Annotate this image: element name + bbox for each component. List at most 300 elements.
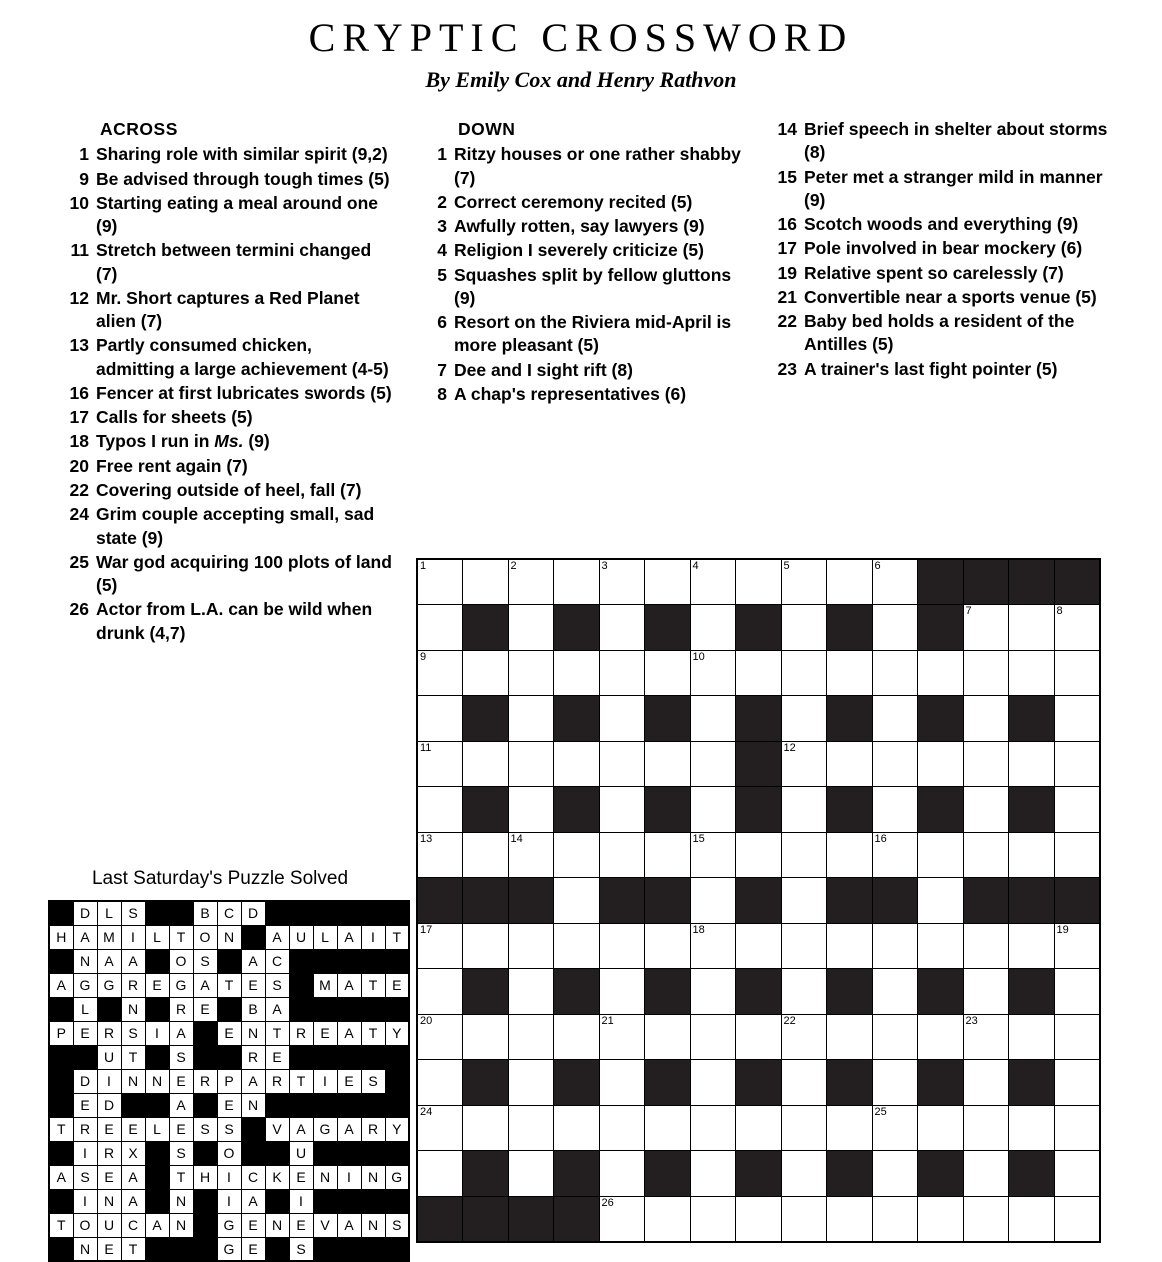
grid-cell[interactable] xyxy=(645,923,691,969)
grid-cell[interactable] xyxy=(599,1060,645,1106)
grid-cell-number: 14 xyxy=(510,832,523,845)
grid-cell-number: 6 xyxy=(874,560,881,572)
clue-number: 19 xyxy=(777,262,797,283)
solved-grid-letter: N xyxy=(313,1165,337,1189)
solved-grid-block xyxy=(289,1093,313,1117)
grid-cell[interactable] xyxy=(963,741,1009,787)
grid-cell[interactable] xyxy=(1009,1105,1055,1151)
grid-cell[interactable] xyxy=(918,923,964,969)
clue-item xyxy=(62,455,392,478)
clue-item xyxy=(62,239,392,286)
clue-item xyxy=(420,191,750,214)
solved-grid-block xyxy=(337,1237,361,1261)
clue-text: Be advised through tough times (5) xyxy=(96,168,390,189)
grid-cell[interactable] xyxy=(918,878,964,924)
solved-grid-block xyxy=(313,1045,337,1069)
grid-cell[interactable] xyxy=(1054,969,1100,1015)
grid-block xyxy=(1009,878,1055,924)
solved-grid-letter: U xyxy=(97,1045,121,1069)
grid-cell[interactable] xyxy=(554,923,600,969)
solved-grid-letter: S xyxy=(193,1117,217,1141)
grid-cell[interactable] xyxy=(417,1060,463,1106)
grid-cell[interactable] xyxy=(645,1014,691,1060)
grid-cell[interactable] xyxy=(1054,1105,1100,1151)
grid-cell[interactable] xyxy=(554,559,600,605)
clue-text: Typos I run in Ms. (9) xyxy=(96,431,270,452)
grid-cell[interactable] xyxy=(872,969,918,1015)
grid-block xyxy=(554,696,600,742)
grid-block xyxy=(463,605,509,651)
grid-cell[interactable] xyxy=(463,923,509,969)
grid-cell[interactable] xyxy=(599,1151,645,1197)
grid-cell[interactable] xyxy=(508,1151,554,1197)
grid-cell[interactable] xyxy=(690,832,736,878)
grid-cell[interactable] xyxy=(508,787,554,833)
solved-grid-letter: E xyxy=(385,973,409,997)
grid-cell[interactable] xyxy=(872,741,918,787)
clue-text: Scotch woods and everything (9) xyxy=(804,214,1079,235)
solved-grid-letter: E xyxy=(97,1117,121,1141)
grid-block xyxy=(1009,1060,1055,1106)
grid-cell[interactable] xyxy=(599,741,645,787)
solved-grid-letter: S xyxy=(193,949,217,973)
grid-block xyxy=(918,969,964,1015)
solved-grid-block xyxy=(265,1237,289,1261)
grid-block xyxy=(1009,1151,1055,1197)
grid-cell[interactable] xyxy=(508,650,554,696)
grid-cell[interactable] xyxy=(690,787,736,833)
solved-grid-row xyxy=(49,1141,409,1165)
grid-cell[interactable] xyxy=(781,832,827,878)
clue-text: Awfully rotten, say lawyers (9) xyxy=(454,216,705,237)
solved-grid-letter: T xyxy=(289,1069,313,1093)
solved-grid-letter: L xyxy=(145,925,169,949)
grid-cell[interactable] xyxy=(508,832,554,878)
grid-cell[interactable] xyxy=(690,696,736,742)
solved-grid-block xyxy=(97,997,121,1021)
down-heading: DOWN xyxy=(458,119,516,139)
grid-block xyxy=(736,605,782,651)
grid-cell[interactable] xyxy=(918,741,964,787)
grid-cell[interactable] xyxy=(827,1105,873,1151)
grid-cell[interactable] xyxy=(554,1014,600,1060)
grid-cell-number: 1 xyxy=(420,560,427,572)
clue-number: 17 xyxy=(777,238,797,259)
solved-grid-letter: N xyxy=(361,1165,385,1189)
solved-grid-block xyxy=(361,949,385,973)
grid-cell[interactable] xyxy=(781,741,827,787)
grid-block xyxy=(872,878,918,924)
grid-cell[interactable] xyxy=(872,923,918,969)
grid-cell[interactable] xyxy=(599,605,645,651)
solved-grid-block xyxy=(385,997,409,1021)
solved-grid-letter: T xyxy=(121,1237,145,1261)
solved-grid-letter: A xyxy=(97,949,121,973)
grid-cell[interactable] xyxy=(417,741,463,787)
grid-cell[interactable] xyxy=(417,1014,463,1060)
grid-cell[interactable] xyxy=(781,1105,827,1151)
solved-grid-block xyxy=(289,1045,313,1069)
grid-cell[interactable] xyxy=(1054,1014,1100,1060)
grid-cell[interactable] xyxy=(645,741,691,787)
grid-cell[interactable] xyxy=(781,696,827,742)
clue-number: 20 xyxy=(69,455,89,476)
solved-grid-block xyxy=(313,1237,337,1261)
grid-cell[interactable] xyxy=(417,559,463,605)
grid-cell[interactable] xyxy=(1009,1196,1055,1242)
clue-item xyxy=(62,192,392,239)
clue-number: 7 xyxy=(437,359,447,380)
grid-cell[interactable] xyxy=(781,923,827,969)
grid-cell[interactable] xyxy=(872,832,918,878)
grid-cell[interactable] xyxy=(599,832,645,878)
solved-grid-letter: I xyxy=(289,1189,313,1213)
grid-cell[interactable] xyxy=(872,1196,918,1242)
solved-grid-letter: R xyxy=(289,1021,313,1045)
solved-grid-block xyxy=(49,949,73,973)
grid-cell[interactable] xyxy=(690,650,736,696)
solved-grid-block xyxy=(385,949,409,973)
grid-cell[interactable] xyxy=(872,787,918,833)
grid-cell[interactable] xyxy=(554,650,600,696)
grid-block xyxy=(736,1060,782,1106)
grid-cell[interactable] xyxy=(963,1105,1009,1151)
solved-grid-letter: I xyxy=(145,1021,169,1045)
grid-cell[interactable] xyxy=(690,1151,736,1197)
solved-grid-row xyxy=(49,997,409,1021)
grid-cell[interactable] xyxy=(918,1014,964,1060)
grid-cell[interactable] xyxy=(599,787,645,833)
solved-grid-letter: C xyxy=(121,1213,145,1237)
grid-cell[interactable] xyxy=(599,559,645,605)
grid-cell[interactable] xyxy=(963,1060,1009,1106)
down-clue-list-1 xyxy=(420,143,750,406)
grid-cell[interactable] xyxy=(690,1060,736,1106)
clue-number: 1 xyxy=(437,144,447,165)
solved-grid-letter: E xyxy=(73,1021,97,1045)
solved-grid-letter: R xyxy=(121,973,145,997)
grid-cell[interactable] xyxy=(827,1196,873,1242)
grid-cell[interactable] xyxy=(645,1196,691,1242)
solved-grid-letter: R xyxy=(361,1117,385,1141)
grid-row xyxy=(417,696,1100,742)
solved-grid-letter: A xyxy=(73,925,97,949)
grid-cell[interactable] xyxy=(1054,650,1100,696)
grid-cell[interactable] xyxy=(417,1105,463,1151)
grid-cell[interactable] xyxy=(508,1060,554,1106)
solved-grid-letter: E xyxy=(337,1069,361,1093)
grid-cell[interactable] xyxy=(781,1151,827,1197)
solved-grid-letter: B xyxy=(241,997,265,1021)
grid-cell[interactable] xyxy=(781,1014,827,1060)
grid-cell[interactable] xyxy=(690,1105,736,1151)
solved-grid-block xyxy=(337,997,361,1021)
grid-cell[interactable] xyxy=(508,923,554,969)
grid-cell[interactable] xyxy=(1054,832,1100,878)
solved-grid-block xyxy=(217,949,241,973)
grid-cell[interactable] xyxy=(690,559,736,605)
grid-cell[interactable] xyxy=(463,650,509,696)
grid-cell[interactable] xyxy=(781,559,827,605)
grid-cell[interactable] xyxy=(645,559,691,605)
grid-cell-number: 22 xyxy=(783,1014,796,1027)
solved-puzzle-grid xyxy=(48,900,410,1262)
solved-grid-letter: E xyxy=(313,1021,337,1045)
grid-cell[interactable] xyxy=(781,1060,827,1106)
grid-cell[interactable] xyxy=(963,696,1009,742)
grid-cell[interactable] xyxy=(463,1105,509,1151)
solved-grid-block xyxy=(313,1093,337,1117)
grid-cell[interactable] xyxy=(781,969,827,1015)
grid-block xyxy=(1009,787,1055,833)
main-crossword-grid[interactable] xyxy=(416,558,1101,1243)
grid-cell[interactable] xyxy=(554,878,600,924)
solved-grid-letter: A xyxy=(265,997,289,1021)
grid-cell[interactable] xyxy=(690,1014,736,1060)
clue-number: 14 xyxy=(777,119,797,139)
grid-cell[interactable] xyxy=(508,1014,554,1060)
grid-cell[interactable] xyxy=(690,605,736,651)
grid-cell[interactable] xyxy=(645,832,691,878)
grid-cell[interactable] xyxy=(736,650,782,696)
grid-row xyxy=(417,832,1100,878)
grid-cell[interactable] xyxy=(1054,1196,1100,1242)
solved-grid-letter: K xyxy=(265,1165,289,1189)
solved-grid-block xyxy=(145,1045,169,1069)
solved-grid-letter: E xyxy=(241,1237,265,1261)
grid-cell[interactable] xyxy=(1054,787,1100,833)
grid-block xyxy=(508,1196,554,1242)
clue-number: 6 xyxy=(437,312,447,333)
grid-cell-number: 17 xyxy=(420,923,433,936)
grid-cell[interactable] xyxy=(1054,923,1100,969)
solved-grid-block xyxy=(193,1189,217,1213)
grid-cell[interactable] xyxy=(827,741,873,787)
solved-grid-block xyxy=(241,1141,265,1165)
grid-block xyxy=(554,969,600,1015)
grid-cell[interactable] xyxy=(417,787,463,833)
grid-cell[interactable] xyxy=(736,1196,782,1242)
solved-grid-row xyxy=(49,1045,409,1069)
grid-cell[interactable] xyxy=(508,559,554,605)
grid-cell[interactable] xyxy=(781,1196,827,1242)
solved-grid-letter: T xyxy=(169,925,193,949)
grid-cell[interactable] xyxy=(508,969,554,1015)
grid-cell[interactable] xyxy=(963,1014,1009,1060)
grid-cell[interactable] xyxy=(963,650,1009,696)
grid-cell[interactable] xyxy=(463,1014,509,1060)
solved-grid-block xyxy=(145,949,169,973)
grid-row xyxy=(417,741,1100,787)
grid-cell[interactable] xyxy=(963,923,1009,969)
grid-cell[interactable] xyxy=(736,832,782,878)
grid-cell[interactable] xyxy=(599,650,645,696)
grid-row xyxy=(417,923,1100,969)
grid-cell[interactable] xyxy=(554,741,600,787)
grid-cell[interactable] xyxy=(963,832,1009,878)
grid-cell[interactable] xyxy=(781,605,827,651)
grid-cell[interactable] xyxy=(918,1105,964,1151)
grid-cell[interactable] xyxy=(872,696,918,742)
grid-cell[interactable] xyxy=(963,605,1009,651)
clue-item xyxy=(770,310,1110,357)
grid-cell[interactable] xyxy=(645,1105,691,1151)
solved-grid-letter: E xyxy=(121,1117,145,1141)
solved-grid-letter: G xyxy=(73,973,97,997)
solved-grid-block xyxy=(73,1045,97,1069)
solved-grid-block xyxy=(145,997,169,1021)
grid-block xyxy=(645,696,691,742)
grid-cell[interactable] xyxy=(963,1196,1009,1242)
grid-block xyxy=(918,559,964,605)
grid-cell[interactable] xyxy=(554,832,600,878)
grid-row xyxy=(417,787,1100,833)
grid-cell[interactable] xyxy=(1009,1014,1055,1060)
grid-cell[interactable] xyxy=(1009,832,1055,878)
grid-cell[interactable] xyxy=(918,1196,964,1242)
solved-grid-letter: S xyxy=(169,1045,193,1069)
grid-block xyxy=(827,1060,873,1106)
solved-grid-letter: N xyxy=(97,1189,121,1213)
grid-block xyxy=(645,878,691,924)
grid-cell[interactable] xyxy=(417,832,463,878)
grid-cell[interactable] xyxy=(599,1105,645,1151)
solved-grid-letter: A xyxy=(241,1069,265,1093)
grid-cell[interactable] xyxy=(508,605,554,651)
grid-cell[interactable] xyxy=(1009,741,1055,787)
solved-grid-letter: I xyxy=(337,1165,361,1189)
grid-cell[interactable] xyxy=(417,696,463,742)
clue-number: 2 xyxy=(437,191,447,212)
grid-cell[interactable] xyxy=(599,1014,645,1060)
grid-cell[interactable] xyxy=(417,923,463,969)
grid-cell-number: 3 xyxy=(601,560,608,572)
grid-cell[interactable] xyxy=(827,832,873,878)
grid-cell[interactable] xyxy=(599,923,645,969)
grid-cell[interactable] xyxy=(417,969,463,1015)
solved-grid-letter: R xyxy=(169,997,193,1021)
grid-cell[interactable] xyxy=(872,1014,918,1060)
grid-cell[interactable] xyxy=(599,969,645,1015)
grid-cell[interactable] xyxy=(872,559,918,605)
grid-cell[interactable] xyxy=(690,1196,736,1242)
grid-cell[interactable] xyxy=(417,1151,463,1197)
solved-grid-letter: T xyxy=(49,1117,73,1141)
grid-block xyxy=(1054,559,1100,605)
solved-grid-block xyxy=(145,1093,169,1117)
grid-cell[interactable] xyxy=(599,1196,645,1242)
grid-cell[interactable] xyxy=(1054,1151,1100,1197)
solved-grid-letter: T xyxy=(265,1021,289,1045)
grid-cell[interactable] xyxy=(918,650,964,696)
solved-grid-letter: G xyxy=(217,1237,241,1261)
grid-cell[interactable] xyxy=(599,696,645,742)
solved-grid-letter: X xyxy=(121,1141,145,1165)
grid-cell[interactable] xyxy=(963,787,1009,833)
clue-text: A trainer's last fight pointer (5) xyxy=(804,358,1058,379)
clue-item xyxy=(62,598,392,645)
grid-cell[interactable] xyxy=(736,1014,782,1060)
grid-cell[interactable] xyxy=(872,605,918,651)
grid-cell[interactable] xyxy=(463,741,509,787)
grid-cell[interactable] xyxy=(781,650,827,696)
grid-cell[interactable] xyxy=(463,832,509,878)
grid-cell[interactable] xyxy=(508,1105,554,1151)
grid-cell[interactable] xyxy=(1009,605,1055,651)
clue-number: 15 xyxy=(777,166,797,187)
clue-item xyxy=(770,166,1110,213)
grid-cell[interactable] xyxy=(690,878,736,924)
clue-number: 17 xyxy=(69,407,89,428)
grid-cell[interactable] xyxy=(872,1060,918,1106)
grid-cell[interactable] xyxy=(872,1105,918,1151)
solved-grid-letter: E xyxy=(97,1237,121,1261)
solved-grid-letter: P xyxy=(217,1069,241,1093)
grid-cell[interactable] xyxy=(417,650,463,696)
grid-cell[interactable] xyxy=(1054,741,1100,787)
grid-cell[interactable] xyxy=(872,1151,918,1197)
grid-cell[interactable] xyxy=(1009,923,1055,969)
solved-grid-letter: M xyxy=(97,925,121,949)
grid-cell[interactable] xyxy=(918,832,964,878)
grid-cell[interactable] xyxy=(417,605,463,651)
clue-item xyxy=(62,168,392,191)
grid-cell[interactable] xyxy=(690,923,736,969)
solved-grid-letter: D xyxy=(73,901,97,925)
grid-cell[interactable] xyxy=(781,878,827,924)
solved-grid-letter: N xyxy=(121,1069,145,1093)
grid-cell[interactable] xyxy=(1054,1060,1100,1106)
grid-cell[interactable] xyxy=(554,1105,600,1151)
clue-text: Starting eating a meal around one (9) xyxy=(96,192,378,237)
grid-cell[interactable] xyxy=(827,650,873,696)
grid-cell[interactable] xyxy=(736,923,782,969)
grid-cell[interactable] xyxy=(508,741,554,787)
clue-text: Partly consumed chicken, admitting a large achievement (4-5) xyxy=(96,335,389,379)
clue-item xyxy=(770,213,1110,236)
grid-cell[interactable] xyxy=(463,559,509,605)
grid-cell[interactable] xyxy=(690,969,736,1015)
grid-cell[interactable] xyxy=(690,741,736,787)
grid-cell[interactable] xyxy=(736,1105,782,1151)
grid-cell[interactable] xyxy=(963,1151,1009,1197)
solved-grid-letter: E xyxy=(169,1069,193,1093)
grid-cell[interactable] xyxy=(508,696,554,742)
grid-cell[interactable] xyxy=(736,559,782,605)
clue-number: 8 xyxy=(437,383,447,404)
solved-grid-block xyxy=(49,1045,73,1069)
solved-grid-block xyxy=(337,1141,361,1165)
grid-cell[interactable] xyxy=(963,969,1009,1015)
solved-grid-letter: R xyxy=(265,1069,289,1093)
grid-cell[interactable] xyxy=(827,1014,873,1060)
solved-grid-letter: N xyxy=(145,1069,169,1093)
grid-cell[interactable] xyxy=(872,650,918,696)
grid-cell[interactable] xyxy=(645,650,691,696)
grid-cell[interactable] xyxy=(827,559,873,605)
grid-cell[interactable] xyxy=(827,923,873,969)
clue-text: Calls for sheets (5) xyxy=(96,407,253,428)
grid-cell[interactable] xyxy=(781,787,827,833)
solved-grid-block xyxy=(265,1141,289,1165)
grid-block xyxy=(918,696,964,742)
grid-cell[interactable] xyxy=(1054,696,1100,742)
grid-cell[interactable] xyxy=(1009,650,1055,696)
grid-cell-number: 7 xyxy=(965,605,972,617)
grid-cell-number: 18 xyxy=(692,923,705,936)
grid-cell[interactable] xyxy=(1054,605,1100,651)
clue-text: Sharing role with similar spirit (9,2) xyxy=(96,144,388,165)
